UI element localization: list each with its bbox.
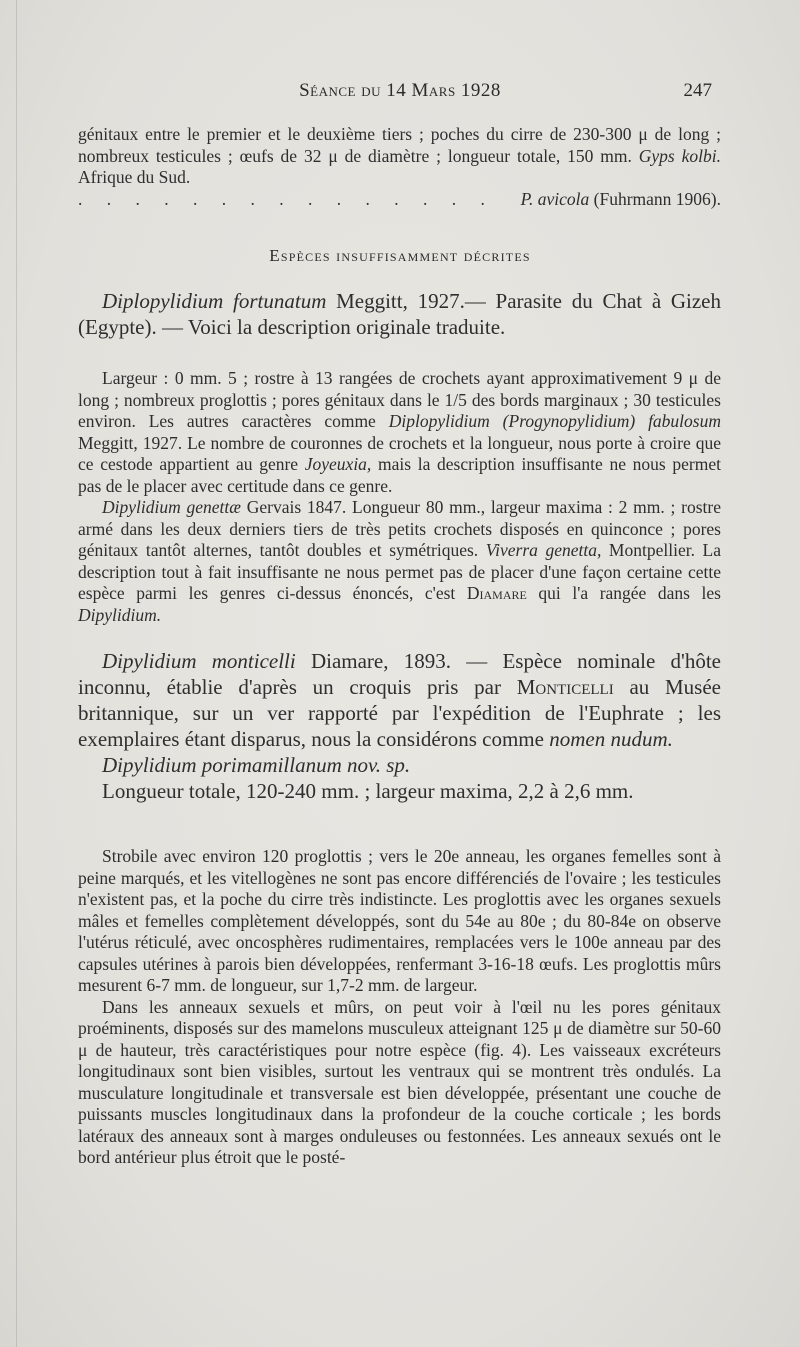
- new-species-name: Dipylidium porimamillanum nov. sp.: [102, 753, 411, 777]
- genus-name: Joyeuxia,: [304, 454, 372, 474]
- species-name: Diplopylidium fortunatum: [102, 289, 327, 313]
- species-name: Diplopylidium (Progynopylidium) fabulosum: [388, 411, 721, 431]
- paragraph-text: Dans les anneaux sexuels et mûrs, on peut voir à l'œil nu les pores génitaux proéminents, disposés sur des mamelons musculeux atteignant 125 μ de diamètre sur 50-60 μ de hauteur, très caractéristiques pour notre espèce (fig. 4). Les vaisseaux excréteurs longitudinaux sont bien visibles, surtout les ventraux qui se montrent très ondulés. La musculature longitudinale et transversale est bien développée, présentant une couche de puissants muscles longitudinaux dans la profondeur de la couche corticale ; les bords latéraux des anneaux sont à marges onduleuses ou festonnées. Les anneaux sexués ont le bord antérieur plus étroit que le posté-: [78, 996, 721, 1167]
- author-name: Monticelli: [516, 675, 614, 699]
- species-name: Dipylidium monticelli: [102, 649, 296, 673]
- species-name: P. avicola: [520, 188, 590, 209]
- species-line: [78, 189, 721, 211]
- leader-dots: . . . . . . . . . . . . . . .: [78, 188, 495, 209]
- author-name: Diamare: [466, 583, 527, 603]
- paragraph-text: Largeur : 0 mm. 5 ; rostre à 13 rangées de crochets ayant approximativement 9 μ de long ; nombreux proglottis ; pores génitaux dans le 1/5 des bords marginaux ; 30 testicules environ. Les autres caractères comme: [78, 368, 721, 431]
- paragraph-text: Montpellier. La description tout à fait insuffisante ne nous permet pas de placer d'une façon certaine cette espèce parmi les genres ci-dessus énoncés, c'est: [78, 540, 721, 603]
- page-number: 247: [683, 80, 712, 101]
- paragraph-text: qui l'a rangée dans les: [526, 583, 721, 603]
- paragraph-text: Meggitt, 1927.— Parasite du Chat à Gizeh (Egypte). — Voici la description originale traduite.: [78, 289, 721, 339]
- paragraph-text: génitaux entre le premier et le deuxième tiers ; poches du cirre de 230-300 μ de long ; nombreux testicules ; œufs de 32 μ de diamètre ; longueur totale, 150 mm.: [78, 124, 721, 166]
- host-name: Viverra genetta,: [485, 540, 602, 560]
- species-authority: (Fuhrmann 1906).: [589, 188, 721, 209]
- paragraph-text: au Musée britannique, sur un ver rapporté par l'expédition de l'Euphrate ; les exemplaires étant disparus, nous la considérons comme: [78, 675, 721, 751]
- host-name: Gyps kolbi.: [638, 145, 721, 166]
- genus-name: Dipylidium.: [78, 604, 162, 625]
- locality: Afrique du Sud.: [78, 167, 191, 187]
- measurement-line: Longueur totale, 120-240 mm. ; largeur maxima, 2,2 à 2,6 mm.: [102, 779, 634, 803]
- paragraph-text: Gervais 1847. Longueur 80 mm., largeur maxima : 2 mm. ; rostre armé dans les deux derniers tiers de très petits crochets disposés en quinconce ; pores génitaux tantôt alternes, tantôt doubles et symétriques.: [78, 497, 721, 560]
- paragraph-fortunatum-description: [78, 368, 721, 626]
- nomen-nudum: nomen nudum.: [549, 727, 673, 751]
- paragraph-text: Meggitt, 1927. Le nombre de couronnes de crochets et la longueur, nous porte à croire que ce cestode appartient au genre: [78, 432, 721, 474]
- paragraph-monticelli: [78, 648, 721, 804]
- page-header: [80, 80, 720, 108]
- section-heading: Espèces insuffisamment décrites: [269, 246, 531, 265]
- running-head: Séance du 14 Mars 1928: [299, 80, 501, 101]
- paragraph-text: mais la description insuffisante ne nous permet pas de le placer avec certitude dans ce genre.: [78, 454, 721, 496]
- species-name: Dipylidium genettæ: [102, 497, 241, 517]
- paragraph-text: Diamare, 1893. — Espèce nominale d'hôte inconnu, établie d'après un croquis pris par: [78, 649, 721, 699]
- paragraph-gyps-kolbi: [78, 124, 721, 210]
- paragraph-fortunatum-intro: [78, 288, 721, 340]
- paragraph-text: Strobile avec environ 120 proglottis ; vers le 20e anneau, les organes femelles sont à peine marqués, et les vitellogènes ne sont pas encore différenciés de l'ovaire ; les testicules n'existent pas, et la poche du cirre très indistincte. Les proglottis avec les organes sexuels mâles et femelles complètement développés, sont du 54e au 80e ; du 80-84e on observe l'utérus réticulé, avec oncosphères rudimentaires, remplacées vers le 100e anneau par des capsules utérines à parois bien développées, renfermant 3-16-18 œufs. Les proglottis mûrs mesurent 6-7 mm. de longueur, sur 1,7-2 mm. de largeur.: [78, 846, 721, 995]
- paragraph-strobile: [78, 846, 721, 1169]
